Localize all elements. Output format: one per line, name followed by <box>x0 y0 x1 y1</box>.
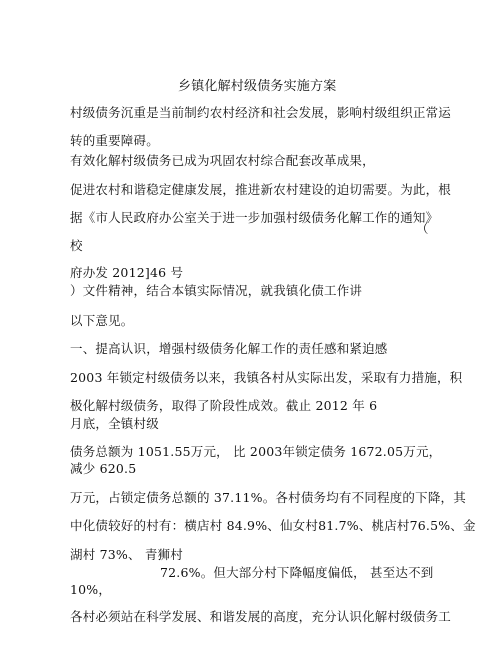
paragraph-line: 2003 年锁定村级债务以来，我镇各村从实际出发，采取有力措施，积 <box>70 370 463 385</box>
paragraph-line: 各村必须站在科学发展、和谐发展的高度，充分认识化解村级债务工 <box>70 609 452 624</box>
paragraph-line: 万元，占锁定债务总额的 37.11%。各村债务均有不同程度的下降，其 <box>70 490 466 505</box>
paragraph-line: 校 <box>70 238 83 253</box>
paragraph-line: 府办发 2012]46 号 <box>70 265 184 280</box>
section-heading: 一、提高认识，增强村级债务化解工作的责任感和紧迫感 <box>70 341 388 356</box>
paragraph-line: 湖村 73%、 青狮村 <box>70 547 183 562</box>
paragraph-line: 72.6%。但大部分村下降幅度偏低， 甚至达不到 <box>160 565 434 580</box>
paragraph-line: 减少 620.5 <box>70 461 137 476</box>
paragraph-line: （ <box>416 221 429 236</box>
paragraph-line: 以下意见。 <box>70 313 134 328</box>
paragraph-line: 有效化解村级债务已成为巩固农村综合配套改革成果， <box>70 153 375 168</box>
paragraph-line: 10%， <box>70 582 112 597</box>
paragraph-line: ）文件精神，结合本镇实际情况，就我镇化债工作讲 <box>70 283 363 298</box>
document-title: 乡镇化解村级债务实施方案 <box>178 79 337 94</box>
paragraph-line: 促进农村和谐稳定健康发展，推进新农村建设的迫切需要。为此，根 <box>70 182 452 197</box>
paragraph-line: 中化债较好的村有：横店村 84.9%、仙女村81.7%、桃店村76.5%、金 <box>70 518 476 533</box>
paragraph-line: 月底，全镇村级 <box>70 416 159 431</box>
paragraph-line: 村级债务沉重是当前制约农村经济和社会发展，影响村级组织正常运 <box>70 105 452 120</box>
paragraph-line: 据《市人民政府办公室关于进一步加强村级债务化解工作的通知》 <box>70 210 439 225</box>
paragraph-line: 转的重要障碍。 <box>70 133 159 148</box>
paragraph-line: 极化解村级债务，取得了阶段性成效。截止 2012 年 6 <box>70 398 378 413</box>
paragraph-line: 债务总额为 1051.55万元， 比 2003年锁定债务 1672.05万元， <box>70 444 442 459</box>
